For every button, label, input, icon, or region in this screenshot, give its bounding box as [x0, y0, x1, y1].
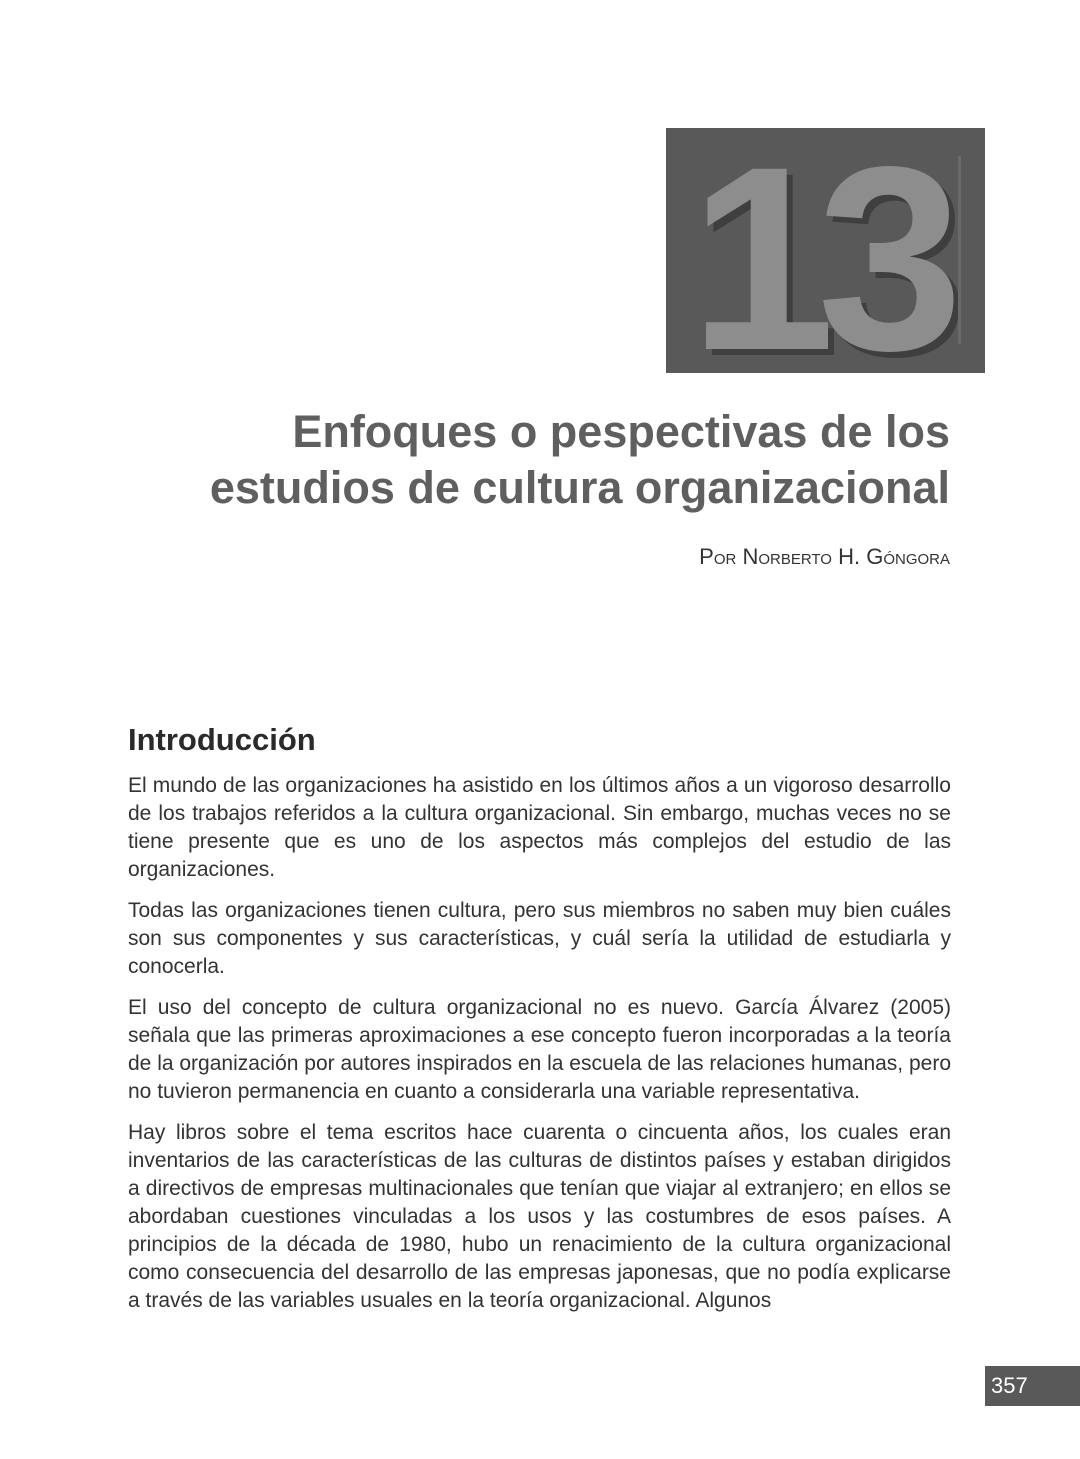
- chapter-box-edge: [958, 156, 961, 344]
- chapter-number: 13: [689, 112, 945, 405]
- chapter-title-line-2: estudios de cultura organizacional: [209, 462, 950, 513]
- paragraph-2: Todas las organizaciones tienen cultura, pero sus miembros no saben muy bien cuáles son sus componentes y sus características, y cuál sería la utilidad de estudiarla y conocerla.: [128, 899, 951, 978]
- page-number: 357: [985, 1366, 1080, 1406]
- paragraph-3: El uso del concepto de cultura organizacional no es nuevo. García Álvarez (2005) señala que las primeras aproximaciones a ese concepto fueron incorporadas a la teoría de la organización por autores inspirados en la escuela de las relaciones humanas, pero no tuvieron permanencia en cuanto a considerarla una variable representativa.: [128, 996, 952, 1103]
- body-text: [128, 772, 951, 1328]
- chapter-title-line-1: Enfoques o pespectivas de los: [292, 406, 950, 457]
- section-heading: Introducción: [128, 722, 316, 757]
- paragraph-1: El mundo de las organizaciones ha asistido en los últimos años a un vigoroso desarrollo de los trabajos referidos a la cultura organizacional. Sin embargo, muchas veces no se tiene presente que es uno de los aspectos más complejos del estudio de las organizaciones.: [128, 774, 951, 881]
- chapter-title: [150, 404, 950, 516]
- paragraph-4: Hay libros sobre el tema escritos hace cuarenta o cincuenta años, los cuales eran inventarios de las características de las culturas de distintos países y estaban dirigidos a directivos de empresas multinacionales que tenían que viajar al extranjero; en ellos se abordaban cuestiones vinculadas a los usos y las costumbres de esos países. A principios de la década de 1980, hubo un renacimiento de la cultura organizacional como consecuencia del desarrollo de las empresas japonesas, que no podía explicarse a través de las variables usuales en la teoría organizacional. Algunos: [128, 1121, 951, 1312]
- author-byline: Por Norberto H. Góngora: [699, 544, 950, 569]
- chapter-number-box: [666, 112, 985, 405]
